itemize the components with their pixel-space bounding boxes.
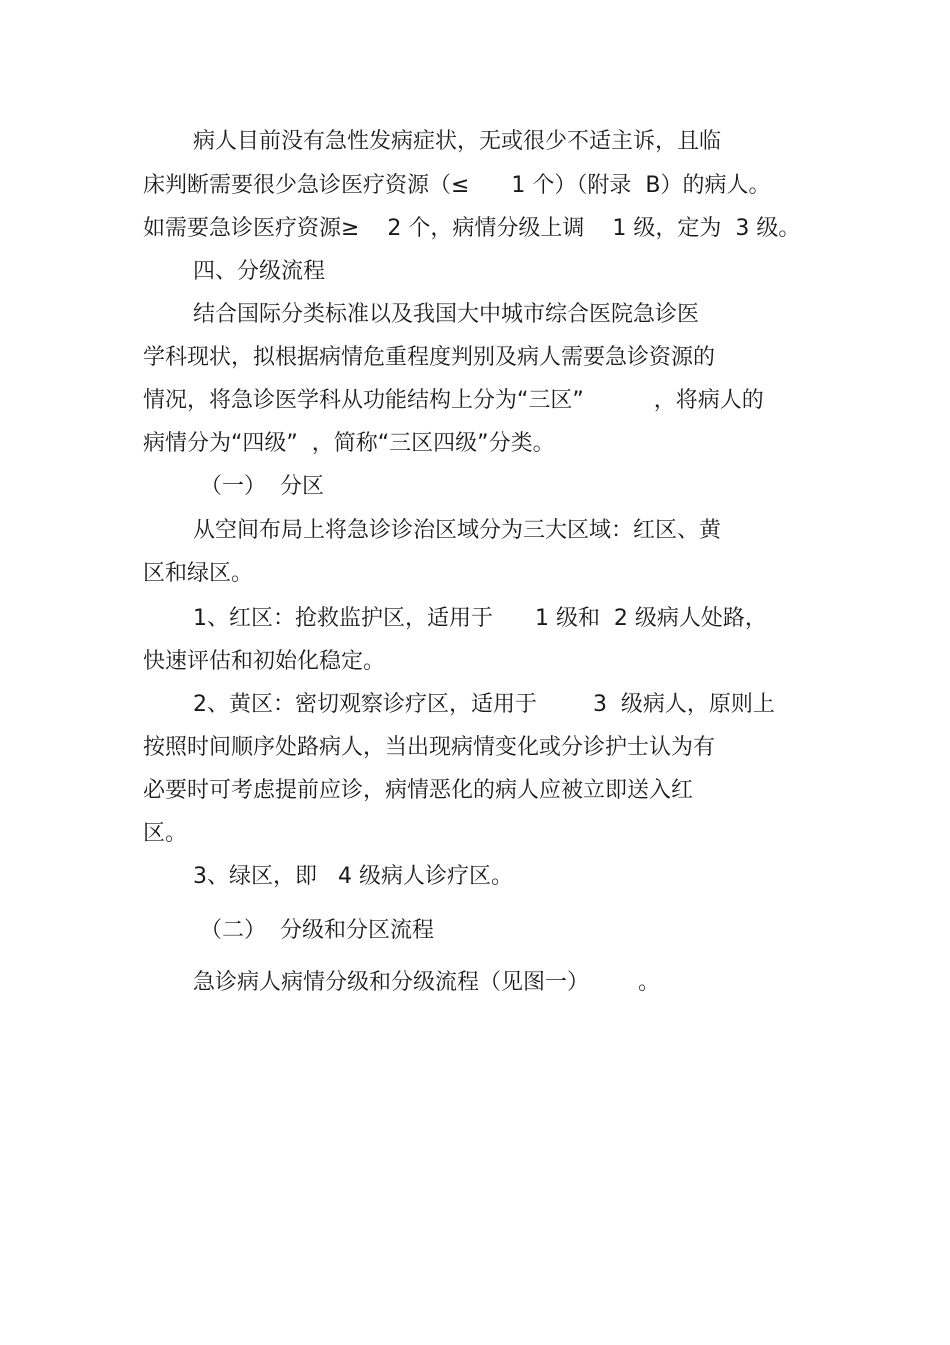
paragraph-line: 如需要急诊医疗资源≥ 2 个，病情分级上调 1 级，定为 3 级。	[143, 216, 801, 241]
paragraph-line: 3、绿区，即 4 级病人诊疗区。	[193, 864, 513, 889]
paragraph-line: 2、黄区：密切观察诊疗区，适用于 3 级病人，原则上	[193, 692, 775, 717]
paragraph-line: 结合国际分类标准以及我国大中城市综合医院急诊医	[193, 302, 700, 327]
paragraph-line: 按照时间顺序处路病人，当出现病情变化或分诊护士认为有	[143, 735, 716, 760]
paragraph-line: 1、红区：抢救监护区，适用于 1 级和 2 级病人处路，	[193, 606, 767, 631]
subsection-heading: （一） 分区	[200, 474, 324, 499]
paragraph-line: 病情分为“四级” ，简称“三区四级”分类。	[143, 431, 555, 456]
subsection-heading: （二） 分级和分区流程	[200, 918, 434, 943]
paragraph-line: 快速评估和初始化稳定。	[143, 649, 386, 674]
paragraph-line: 情况，将急诊医学科从功能结构上分为“三区” ，将病人的	[143, 388, 764, 413]
paragraph-line: 必要时可考虑提前应诊，病情恶化的病人应被立即送入红	[143, 778, 694, 803]
paragraph-line: 病人目前没有急性发病症状，无或很少不适主诉，且临	[193, 129, 722, 154]
paragraph-line: 床判断需要很少急诊医疗资源（≤ 1 个）（附录 B）的病人。	[143, 173, 771, 198]
paragraph-line: 区和绿区。	[143, 561, 254, 586]
section-heading: 四、分级流程	[193, 259, 326, 284]
paragraph-line: 区。	[143, 821, 188, 846]
paragraph-line: 从空间布局上将急诊诊治区域分为三大区域：红区、黄	[193, 518, 722, 543]
paragraph-line: 急诊病人病情分级和分级流程（见图一） 。	[193, 970, 660, 995]
paragraph-line: 学科现状，拟根据病情危重程度判别及病人需要急诊资源的	[143, 345, 716, 370]
